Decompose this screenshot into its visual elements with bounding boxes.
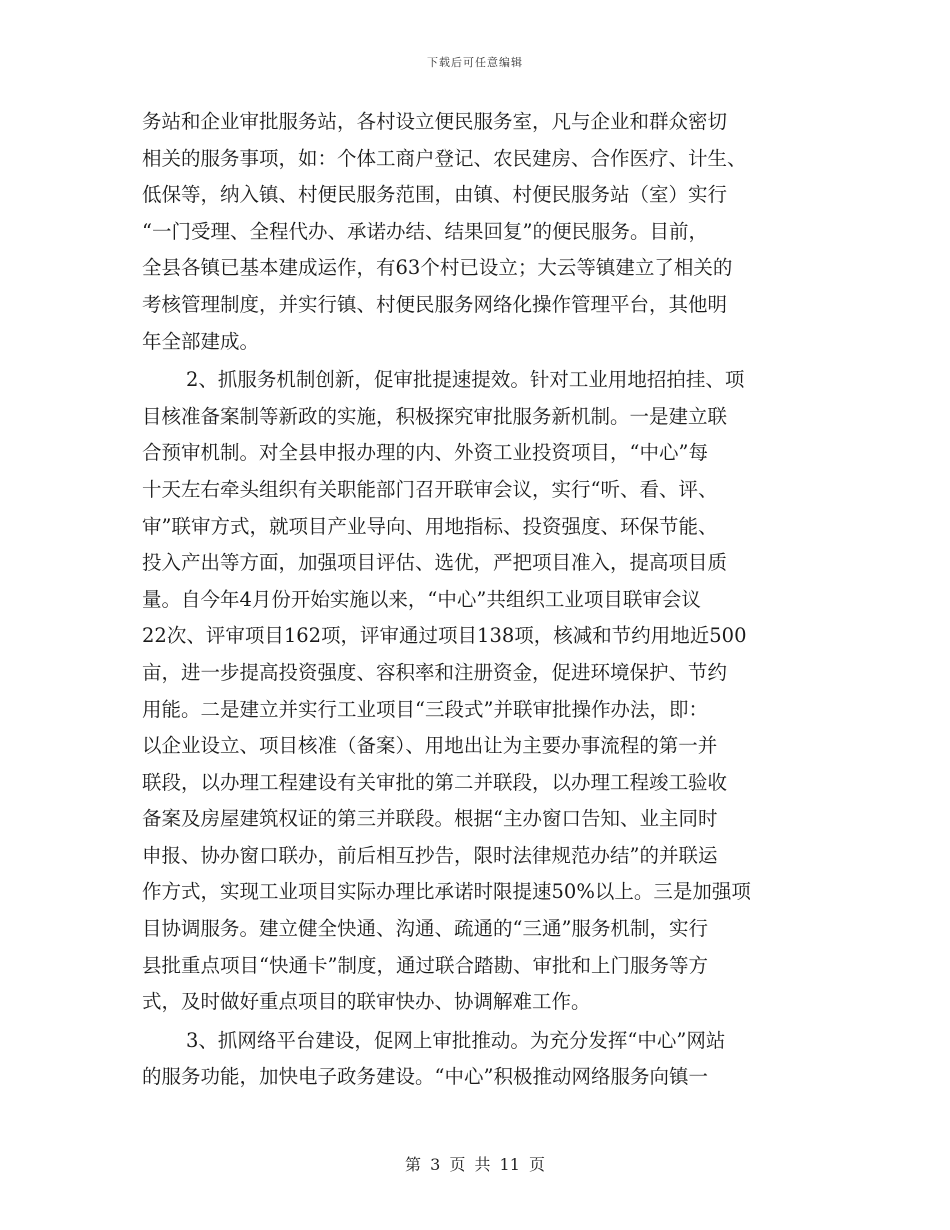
document-body: [142, 104, 810, 1096]
text-line: 投入产出等方面，加强项目评估、选优，严把项目准入，提高项目质: [142, 551, 728, 575]
page-header-note: 下载后可任意编辑: [427, 56, 523, 69]
text-line: 以企业设立、项目核准（备案）、用地出让为主要办事流程的第一并: [142, 734, 718, 758]
text-line: 的服务功能，加快电子政务建设。“中心”积极推动网络服务向镇一: [142, 1065, 708, 1089]
text-line: 全县各镇已基本建成运作，有63个村已设立；大云等镇建立了相关的: [142, 256, 733, 280]
text-line: 县批重点项目“快通卡”制度，通过联合踏勘、审批和上门服务等方: [142, 953, 708, 977]
text-line: “一门受理、全程代办、承诺办结、结果回复”的便民服务。目前，: [142, 219, 708, 243]
text-line: 目协调服务。建立健全快通、沟通、疏通的“三通”服务机制，实行: [142, 917, 708, 941]
text-line: 相关的服务事项，如：个体工商户登记、农民建房、合作医疗、计生、: [142, 146, 747, 170]
text-line: 量。自今年4月份开始实施以来，“中心”共组织工业项目联审会议: [142, 587, 701, 611]
text-line: 式，及时做好重点项目的联审快办、协调解难工作。: [142, 990, 591, 1014]
text-line: 用能。二是建立并实行工业项目“三段式”并联审批操作办法，即：: [142, 697, 708, 721]
text-line: 审”联审方式，就项目产业导向、用地指标、投资强度、环保节能、: [142, 514, 718, 538]
text-line: 申报、协办窗口联办，前后相互抄告，限时法律规范办结”的并联运: [142, 843, 718, 867]
paragraph-first-line: 2、抓服务机制创新，促审批提速提效。针对工业用地招拍挂、项: [186, 368, 745, 392]
text-line: 考核管理制度，并实行镇、村便民服务网络化操作管理平台，其他明: [142, 292, 728, 316]
text-line: 目核准备案制等新政的实施，积极探究审批服务新机制。一是建立联: [142, 404, 728, 428]
text-line: 合预审机制。对全县申报办理的内、外资工业投资项目，“中心”每: [142, 441, 708, 465]
page-number-footer: 第 3 页 共 11 页: [405, 1155, 545, 1174]
paragraph-first-line: 3、抓网络平台建设，促网上审批推动。为充分发挥“中心”网站: [186, 1028, 726, 1052]
text-line: 作方式，实现工业项目实际办理比承诺时限提速50%以上。三是加强项: [142, 880, 751, 904]
text-line: 务站和企业审批服务站，各村设立便民服务室，凡与企业和群众密切: [142, 110, 728, 133]
text-line: 十天左右牵头组织有关职能部门召开联审会议，实行“听、看、评、: [142, 477, 718, 501]
text-line: 年全部建成。: [142, 329, 260, 353]
text-line: 低保等，纳入镇、村便民服务范围，由镇、村便民服务站（室）实行: [142, 183, 728, 207]
text-line: 备案及房屋建筑权证的第三并联段。根据“主办窗口告知、业主同时: [142, 807, 718, 831]
text-line: 亩，进一步提高投资强度、容积率和注册资金，促进环境保护、节约: [142, 660, 728, 684]
text-line: 22次、评审项目162项，评审通过项目138项，核减和节约用地近500: [142, 624, 747, 648]
text-line: 联段，以办理工程建设有关审批的第二并联段，以办理工程竣工验收: [142, 770, 728, 794]
